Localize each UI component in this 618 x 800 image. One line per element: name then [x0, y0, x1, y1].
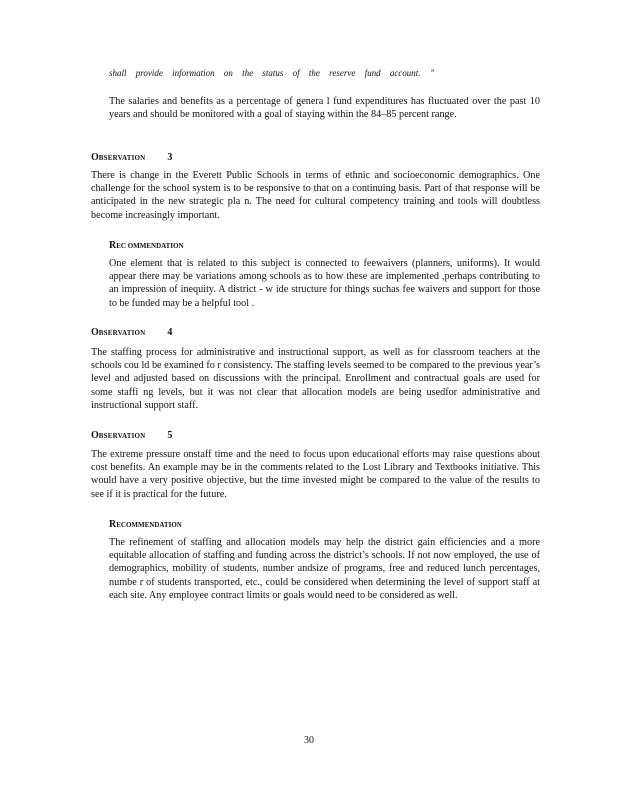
recommendation-2-text: The refinement of staffing and allocation models may help the district gain efficiencies and a more equitable allocation of staffing and funding across the district’s schools. If not now employed, the use of demographics, mobility of students, number andsize of programs, free and reduced lunch percentages, numbe r of students transported, etc., could be considered when determining the level of support staff at each site. Any employee contract limits or goals would need to be considered as well.: [109, 537, 540, 601]
observation-5-initial: O: [91, 430, 99, 441]
recommendation-2-heading: [109, 519, 182, 530]
observation-3-heading: [91, 152, 172, 163]
observation-3-label: BSERVATION: [98, 154, 146, 162]
recommendation-1-text: One element that is related to this subject is connected to feewaivers (planners, uniforms). It would appear there may be variations among schools as to how these are implemented ,perhaps contributing to an impression of inequity. A district - w ide structure for things suchas fee waivers and support for those to be funded may be a helpful tool .: [109, 258, 540, 309]
observation-4-number: 4: [167, 327, 173, 338]
observation-4-heading: [91, 327, 172, 338]
observation-3-initial: O: [91, 152, 99, 163]
observation-5-number: 5: [167, 430, 173, 441]
observation-4-initial: O: [91, 327, 99, 338]
observation-3-text: There is change in the Everett Public Schools in terms of ethnic and socioeconomic demographics. One challenge for the school system is to be responsive to that on a continuing basis. Part of that response will be anticipated in the new strategic pla n. The need for cultural competency training and tools will doubtless become increasingly important.: [91, 170, 540, 221]
observation-5-heading: [91, 430, 172, 441]
observation-3-number: 3: [167, 152, 173, 163]
page-number: 30: [304, 735, 314, 746]
observation-4-text: The staffing process for administrative and instructional support, as well as for classroom teachers at the schools cou ld be examined fo r consistency. The staffing levels seemed to be compared to the previous year’s level and adjusted based on discussions with the principal. Enrollment and contractual goals are used for some staffi ng levels, but it was not clear that allocation models are being usedfor administrative and instructional support staff.: [91, 347, 540, 411]
recommendation-1-initial: R: [109, 240, 117, 251]
recommendation-2-label: ECOMMENDATION: [116, 521, 182, 529]
recommendation-2-initial: R: [109, 519, 117, 530]
observation-4-label: BSERVATION: [98, 329, 146, 337]
recommendation-1-heading: [109, 240, 184, 251]
recommendation-1-label: EC OMMENDATION: [116, 242, 184, 250]
observation-5-text: The extreme pressure onstaff time and the need to focus upon educational efforts may raise questions about cost benefits. An example may be in the comments related to the Lost Library and Textbooks initiative. This would have a very positive objective, but the time invested might be compared to the value of the results to see if it is practical for the future.: [91, 449, 540, 500]
salaries-paragraph: The salaries and benefits as a percentage of genera l fund expenditures has fluctuated over the past 10 years and should be monitored with a goal of staying within the 84–85 percent range.: [109, 96, 540, 121]
quote-line: shall provide information on the status of the reserve fund account. ”: [109, 68, 435, 78]
observation-5-label: BSERVATION: [98, 432, 146, 440]
